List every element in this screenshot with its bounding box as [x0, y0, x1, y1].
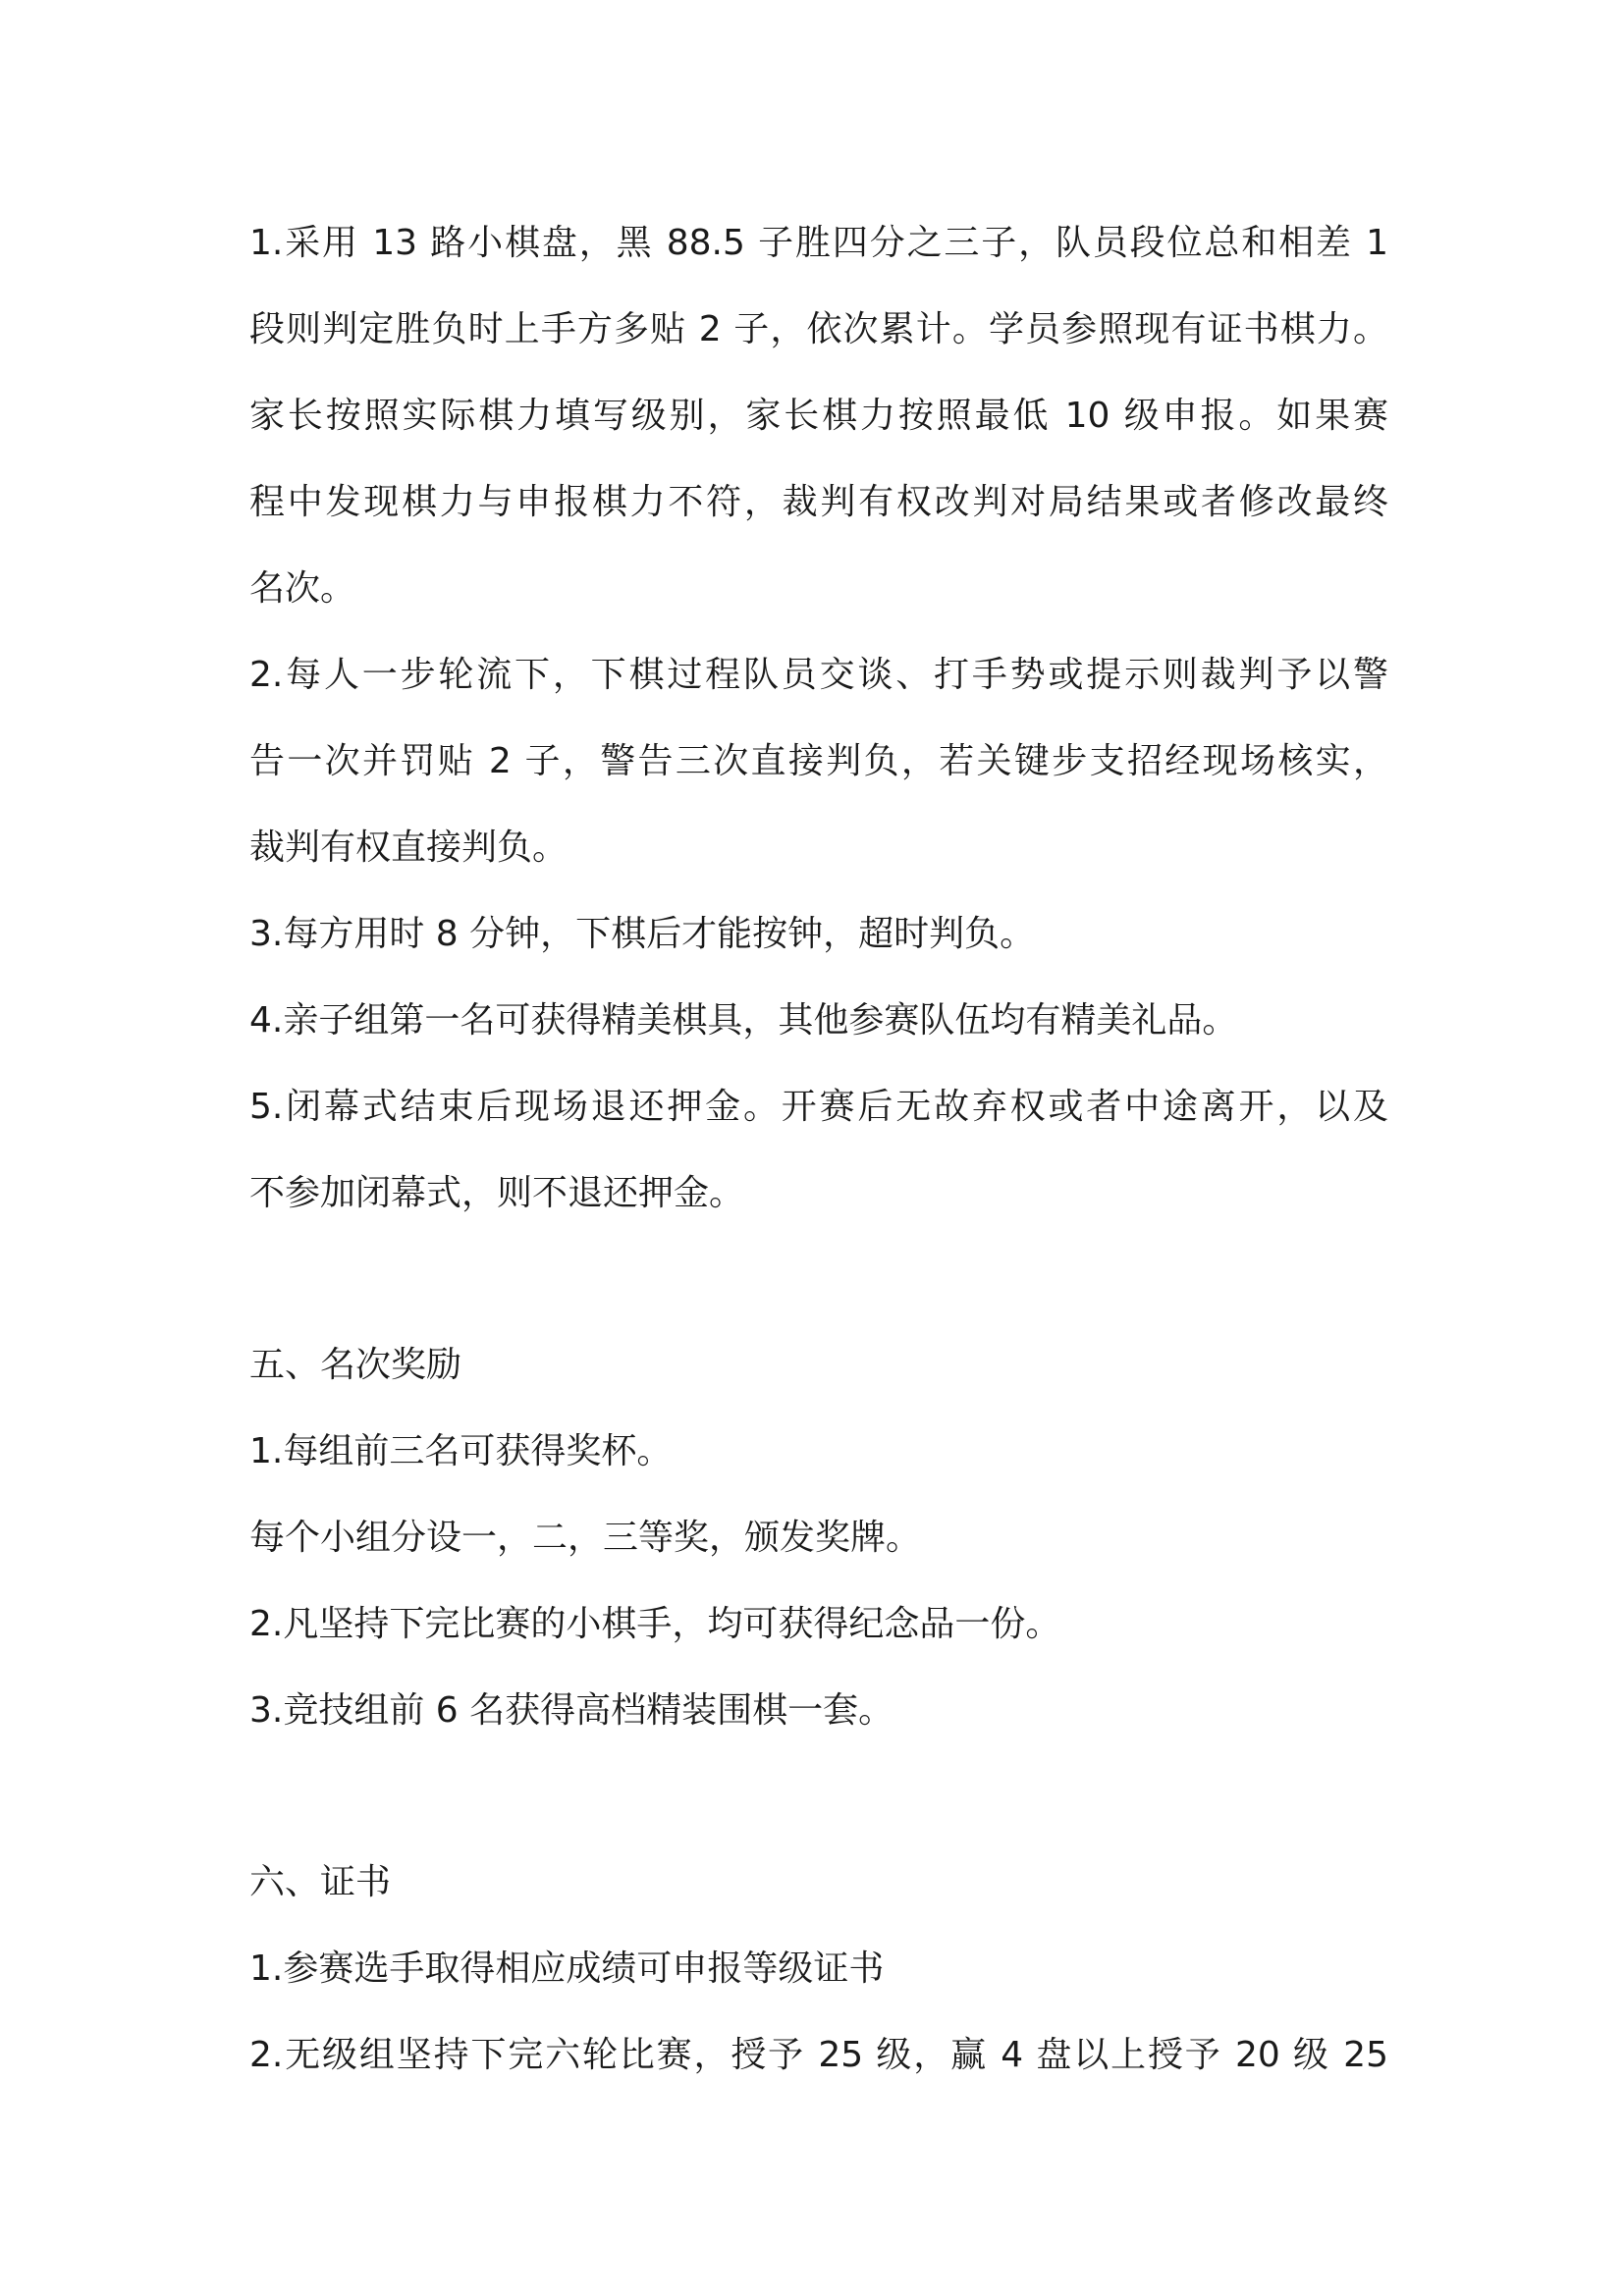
rule-2-line-1: 2.每人一步轮流下，下棋过程队员交谈、打手势或提示则裁判予以警	[249, 655, 1388, 695]
certificate-line-1: 1.参赛选手取得相应成绩可申报等级证书	[249, 1949, 885, 1989]
rule-5-line-1: 5.闭幕式结束后现场退还押金。开赛后无故弃权或者中途离开，以及	[249, 1087, 1388, 1127]
rule-1-line-3: 家长按照实际棋力填写级别，家长棋力按照最低 10 级申报。如果赛	[249, 396, 1388, 436]
rule-2-line-3: 裁判有权直接判负。	[249, 828, 568, 868]
rule-1-line-2: 段则判定胜负时上手方多贴 2 子，依次累计。学员参照现有证书棋力。	[249, 309, 1388, 349]
rule-2-line-2: 告一次并罚贴 2 子，警告三次直接判负，若关键步支招经现场核实，	[249, 741, 1388, 781]
award-line-1: 1.每组前三名可获得奖杯。	[249, 1431, 673, 1471]
rule-4-line-1: 4.亲子组第一名可获得精美棋具，其他参赛队伍均有精美礼品。	[249, 1000, 1238, 1041]
document-page	[249, 0, 1388, 2296]
rule-3-line-1: 3.每方用时 8 分钟，下棋后才能按钟，超时判负。	[249, 914, 1036, 954]
rule-5-line-2: 不参加闭幕式，则不退还押金。	[249, 1173, 745, 1213]
section-heading-certificates: 六、证书	[249, 1862, 392, 1902]
award-line-4: 3.竞技组前 6 名获得高档精装围棋一套。	[249, 1690, 894, 1731]
rule-1-line-4: 程中发现棋力与申报棋力不符，裁判有权改判对局结果或者修改最终	[249, 482, 1388, 522]
rule-1-line-1: 1.采用 13 路小棋盘，黑 88.5 子胜四分之三子，队员段位总和相差 1	[249, 223, 1388, 263]
award-line-3: 2.凡坚持下完比赛的小棋手，均可获得纪念品一份。	[249, 1604, 1061, 1644]
award-line-2: 每个小组分设一，二，三等奖，颁发奖牌。	[249, 1518, 922, 1558]
certificate-line-2: 2.无级组坚持下完六轮比赛，授予 25 级，赢 4 盘以上授予 20 级 25	[249, 2035, 1388, 2075]
section-heading-awards: 五、名次奖励	[249, 1345, 462, 1385]
rule-1-line-5: 名次。	[249, 568, 356, 609]
